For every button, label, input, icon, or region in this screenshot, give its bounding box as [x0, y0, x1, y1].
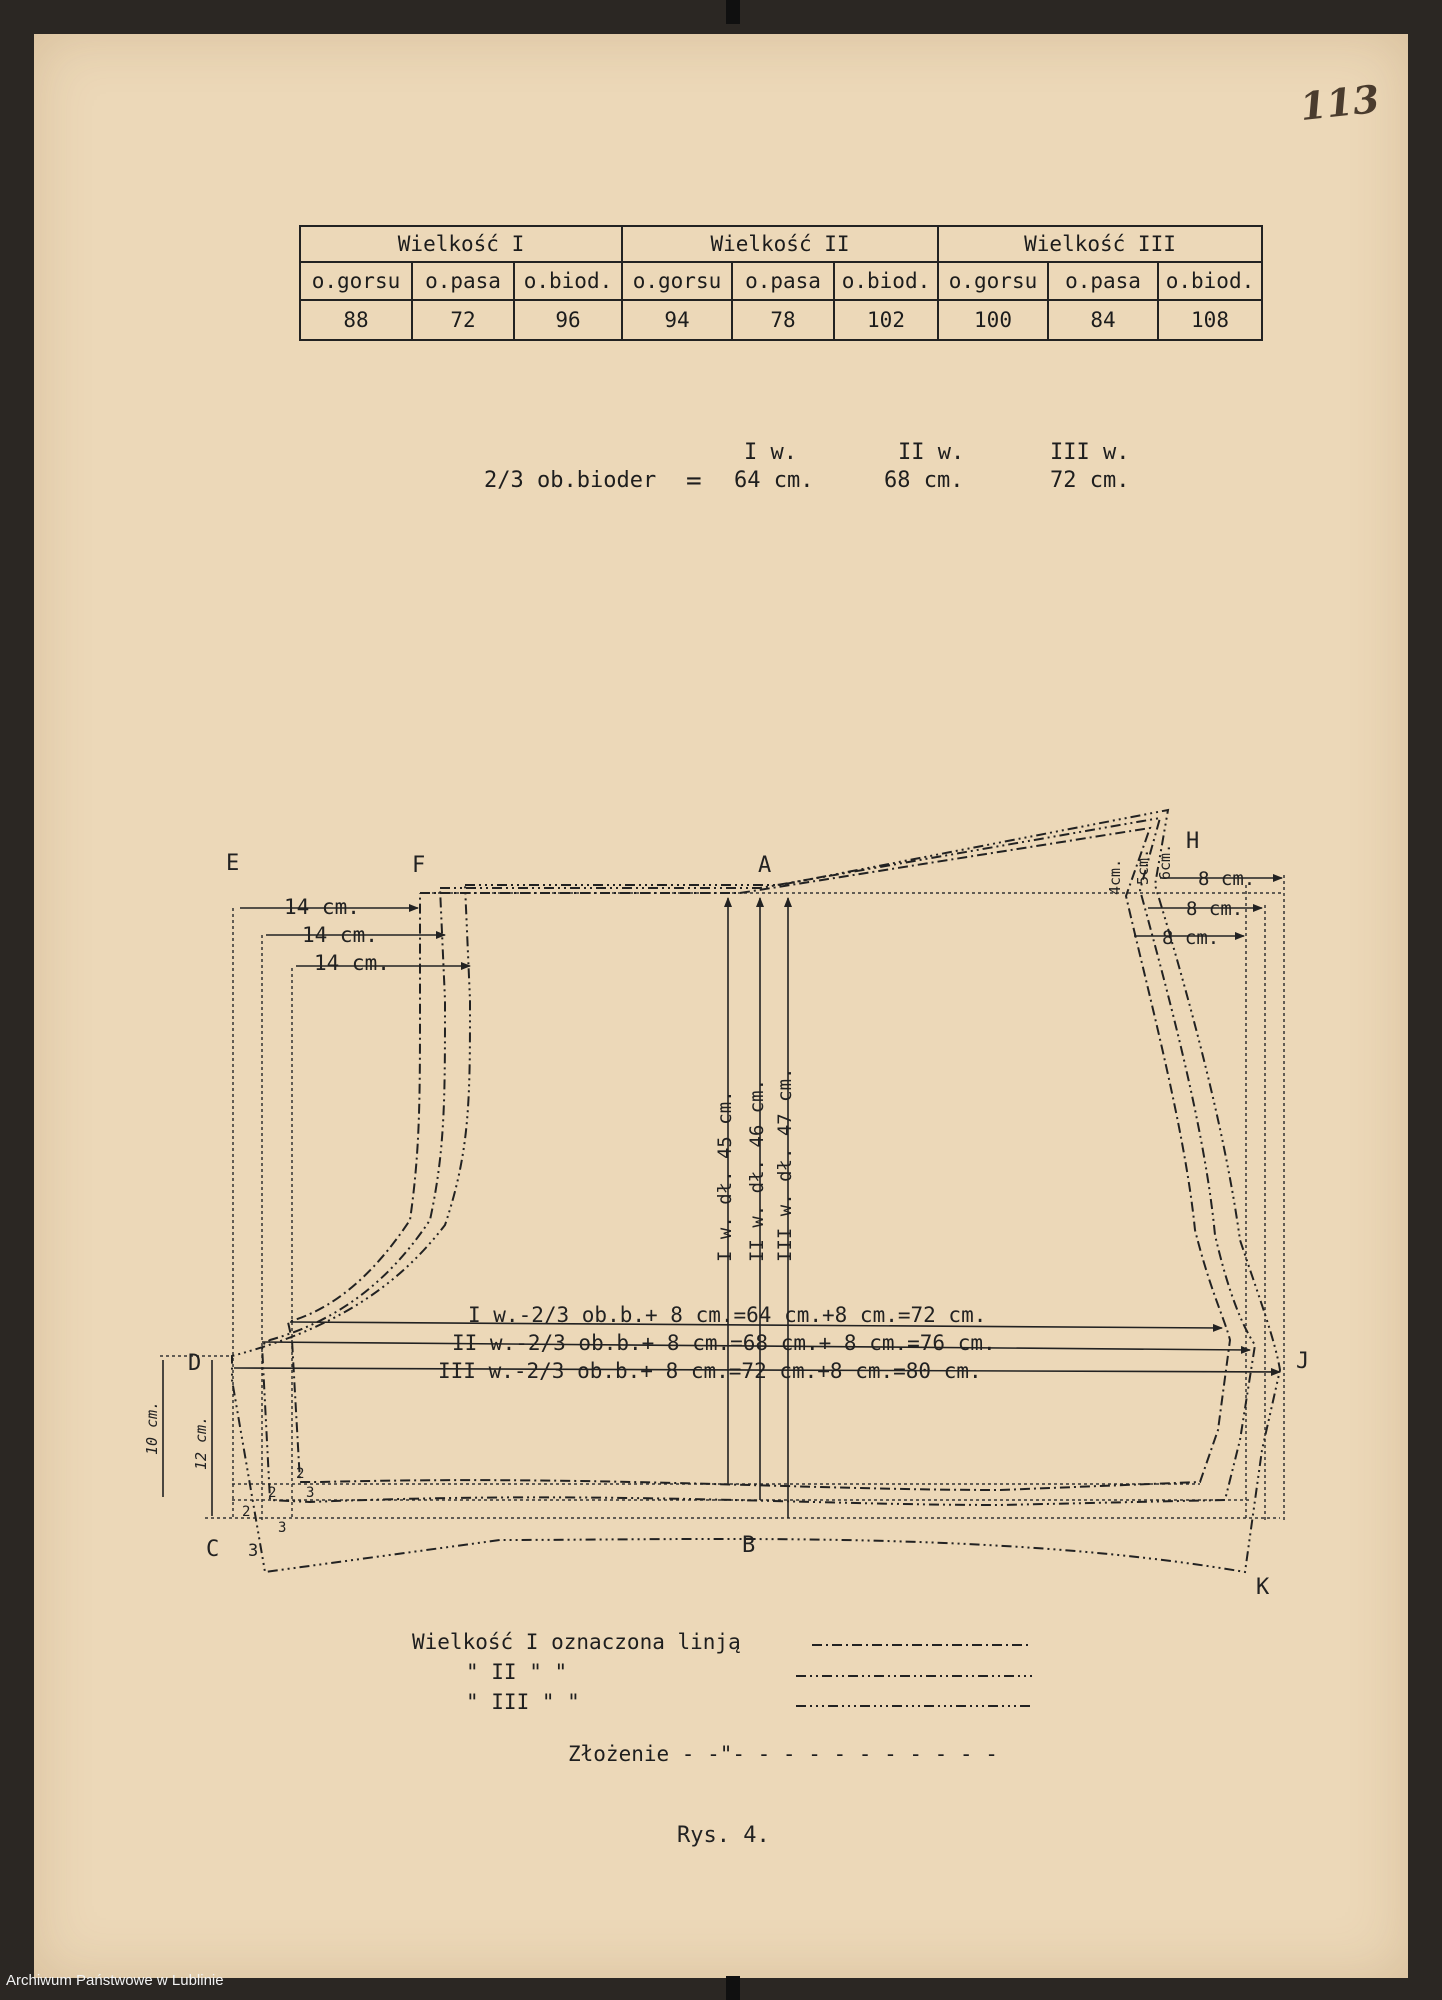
- formula-size-3-head: III w.: [1050, 440, 1130, 465]
- column-header: o.gorsu: [300, 262, 412, 300]
- dim-right-1: 8 cm.: [1198, 868, 1256, 890]
- column-header: o.pasa: [412, 262, 514, 300]
- point-D: D: [188, 1351, 202, 1376]
- legend-row-size-3: " III " ": [466, 1690, 580, 1714]
- dim-right-3: 8 cm.: [1162, 927, 1220, 949]
- table-cell: 100: [938, 300, 1048, 340]
- dim-left-3: 14 cm.: [314, 951, 390, 975]
- point-A: A: [758, 853, 772, 878]
- size-group-header: Wielkość III: [938, 226, 1262, 262]
- archive-footer: Archiwum Państwowe w Lublinie: [6, 1972, 224, 1989]
- page-number: 113: [1297, 75, 1382, 130]
- corner-mark: 2: [296, 1466, 305, 1482]
- column-header: o.gorsu: [622, 262, 732, 300]
- point-B: B: [742, 1533, 756, 1558]
- corner-mark: 3: [248, 1541, 259, 1561]
- formula-size-1-head: I w.: [744, 440, 797, 465]
- legend-row-size-2: " II " ": [466, 1660, 568, 1684]
- dim-left-1: 14 cm.: [284, 895, 360, 919]
- width-formula-2: II w.-2/3 ob.b.+ 8 cm.=68 cm.+ 8 cm.=76 cm.: [452, 1331, 996, 1355]
- column-header: o.pasa: [732, 262, 834, 300]
- point-C: C: [206, 1537, 220, 1562]
- corner-mark: 3: [278, 1520, 287, 1536]
- length-label-3: III w. dł. 47 cm.: [774, 1067, 796, 1262]
- formula-equals: =: [686, 466, 702, 496]
- width-formula-1: I w.-2/3 ob.b.+ 8 cm.=64 cm.+8 cm.=72 cm.: [468, 1303, 987, 1327]
- column-header: o.pasa: [1048, 262, 1158, 300]
- corner-mark: 3: [306, 1485, 315, 1501]
- formula-size-1-value: 64 cm.: [734, 468, 814, 493]
- figure-caption: Rys. 4.: [677, 1823, 770, 1848]
- height-label-10cm: 10 cm.: [143, 1400, 161, 1455]
- corner-mark: 2: [242, 1504, 251, 1520]
- table-cell: 88: [300, 300, 412, 340]
- size-group-header: Wielkość II: [622, 226, 938, 262]
- table-cell: 108: [1158, 300, 1262, 340]
- point-J: J: [1296, 1349, 1310, 1374]
- table-cell: 72: [412, 300, 514, 340]
- length-label-1: I w. dł. 45 cm.: [714, 1090, 736, 1262]
- legend-row-size-1: Wielkość I oznaczona linją: [412, 1630, 741, 1654]
- column-header: o.gorsu: [938, 262, 1048, 300]
- column-header: o.biod.: [1158, 262, 1262, 300]
- length-label-2: II w. dł. 46 cm.: [746, 1078, 768, 1262]
- column-header: o.biod.: [514, 262, 622, 300]
- legend-fold-line: Złożenie - -"- - - - - - - - - - -: [568, 1742, 998, 1766]
- legend-samples: [796, 1645, 1032, 1706]
- table-cell: 102: [834, 300, 938, 340]
- column-header: o.biod.: [834, 262, 938, 300]
- height-label-12cm: 12 cm.: [192, 1415, 210, 1470]
- table-cell: 94: [622, 300, 732, 340]
- formula-label: 2/3 ob.bioder: [484, 468, 657, 493]
- dim-right-small-3: 6cm.: [1156, 843, 1174, 880]
- formula-size-2-value: 68 cm.: [884, 468, 964, 493]
- dim-right-2: 8 cm.: [1186, 898, 1244, 920]
- formula-size-2-head: II w.: [898, 440, 965, 465]
- table-cell: 78: [732, 300, 834, 340]
- width-formula-3: III w.-2/3 ob.b.+ 8 cm.=72 cm.+8 cm.=80 cm.: [438, 1359, 982, 1383]
- dim-right-small-2: 5cm.: [1134, 848, 1152, 885]
- point-F: F: [412, 853, 426, 878]
- table-cell: 96: [514, 300, 622, 340]
- point-H: H: [1186, 829, 1200, 854]
- corner-mark: 2: [268, 1485, 277, 1501]
- table-cell: 84: [1048, 300, 1158, 340]
- dim-left-2: 14 cm.: [302, 923, 378, 947]
- point-E: E: [226, 851, 240, 876]
- size-group-header: Wielkość I: [300, 226, 622, 262]
- point-K: K: [1256, 1575, 1270, 1600]
- dim-right-small-1: 4cm.: [1106, 858, 1124, 895]
- formula-size-3-value: 72 cm.: [1050, 468, 1130, 493]
